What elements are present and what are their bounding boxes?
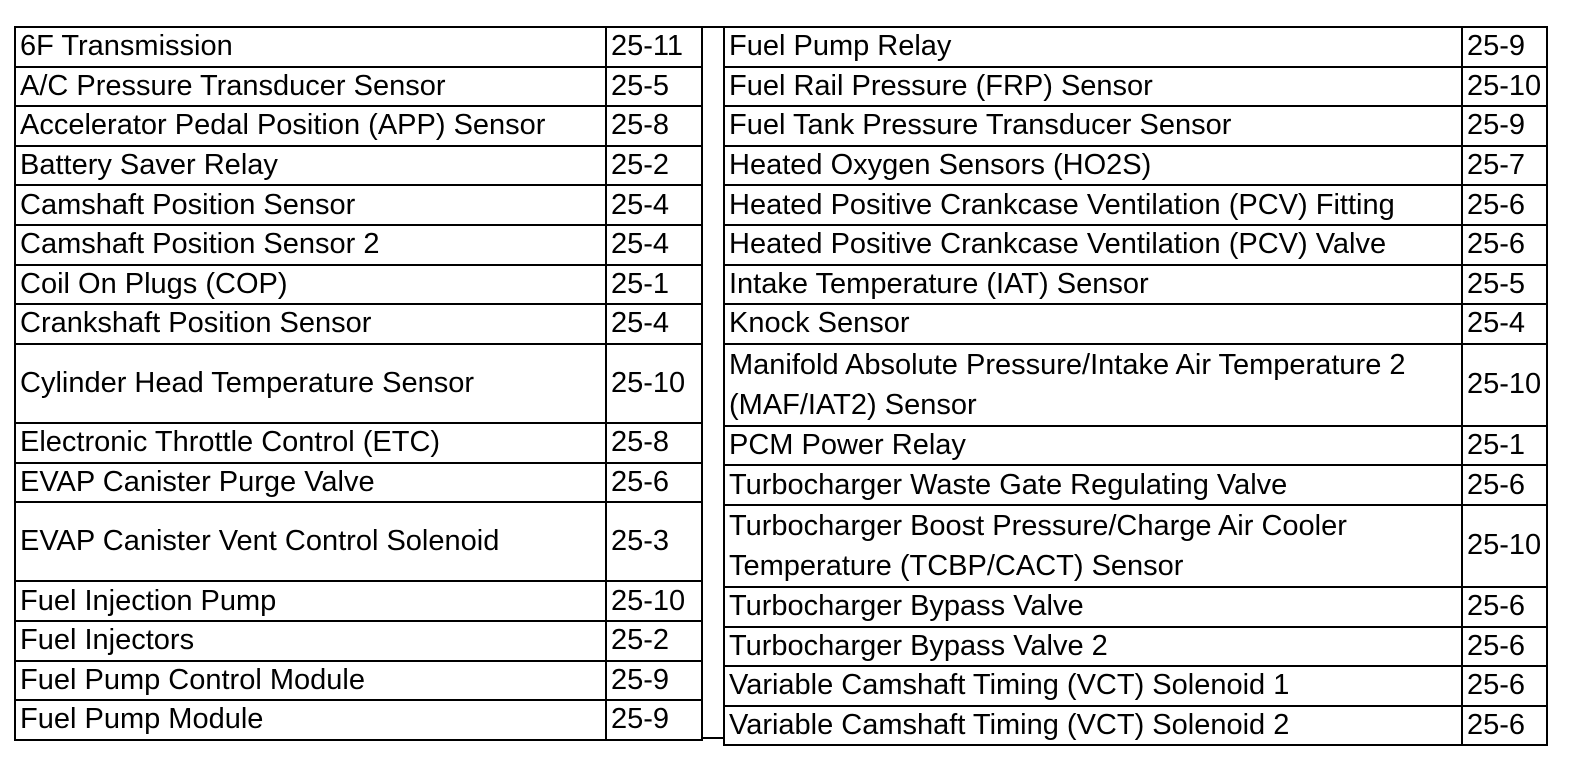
table-row <box>724 426 1547 466</box>
page-ref: 25-5 <box>1462 265 1547 305</box>
page-ref: 25-4 <box>606 225 702 265</box>
component-name: 6F Transmission <box>15 27 606 67</box>
page-ref: 25-4 <box>606 304 702 344</box>
page-ref: 25-9 <box>1462 106 1547 146</box>
component-name: Fuel Tank Pressure Transducer Sensor <box>724 106 1462 146</box>
component-name: Heated Positive Crankcase Ventilation (PCV) Fitting <box>724 185 1462 225</box>
component-name: Fuel Pump Module <box>15 700 606 740</box>
component-name: EVAP Canister Purge Valve <box>15 463 606 503</box>
table-row <box>15 265 702 305</box>
page-ref: 25-4 <box>1462 304 1547 344</box>
component-name: Turbocharger Bypass Valve <box>724 587 1462 627</box>
component-index <box>14 26 1548 746</box>
component-name: Accelerator Pedal Position (APP) Sensor <box>15 106 606 146</box>
page-ref: 25-9 <box>1462 27 1547 67</box>
component-name: Fuel Pump Control Module <box>15 661 606 701</box>
page-ref: 25-1 <box>606 265 702 305</box>
table-row <box>724 265 1547 305</box>
page-ref: 25-6 <box>1462 185 1547 225</box>
table-row <box>15 581 702 621</box>
component-name: Coil On Plugs (COP) <box>15 265 606 305</box>
table-row <box>724 465 1547 505</box>
component-name: Electronic Throttle Control (ETC) <box>15 423 606 463</box>
page-ref: 25-6 <box>606 463 702 503</box>
table-row <box>15 463 702 503</box>
component-name: Fuel Rail Pressure (FRP) Sensor <box>724 67 1462 107</box>
page-ref: 25-6 <box>1462 465 1547 505</box>
page-ref: 25-10 <box>1462 67 1547 107</box>
page-ref: 25-3 <box>606 502 702 581</box>
component-name: Turbocharger Waste Gate Regulating Valve <box>724 465 1462 505</box>
page-ref: 25-2 <box>606 146 702 186</box>
component-name: Fuel Injectors <box>15 621 606 661</box>
table-row <box>724 666 1547 706</box>
page-ref: 25-9 <box>606 661 702 701</box>
component-name: Fuel Injection Pump <box>15 581 606 621</box>
table-row <box>15 27 702 67</box>
table-row <box>724 706 1547 746</box>
component-name: Camshaft Position Sensor 2 <box>15 225 606 265</box>
table-row <box>724 304 1547 344</box>
component-name: Turbocharger Boost Pressure/Charge Air Cooler Temperature (TCBP/CACT) Sensor <box>724 505 1462 587</box>
table-row <box>15 304 702 344</box>
table-row <box>724 627 1547 667</box>
table-row <box>724 146 1547 186</box>
page-ref: 25-10 <box>1462 344 1547 426</box>
page-ref: 25-5 <box>606 67 702 107</box>
component-name: Camshaft Position Sensor <box>15 185 606 225</box>
page-ref: 25-11 <box>606 27 702 67</box>
table-row <box>724 185 1547 225</box>
component-name: Heated Positive Crankcase Ventilation (PCV) Valve <box>724 225 1462 265</box>
component-name: A/C Pressure Transducer Sensor <box>15 67 606 107</box>
table-row <box>15 661 702 701</box>
page-ref: 25-1 <box>1462 426 1547 466</box>
component-name: Battery Saver Relay <box>15 146 606 186</box>
page-ref: 25-6 <box>1462 627 1547 667</box>
table-row <box>15 423 702 463</box>
table-row <box>15 67 702 107</box>
component-name: Intake Temperature (IAT) Sensor <box>724 265 1462 305</box>
page-ref: 25-6 <box>1462 666 1547 706</box>
page-ref: 25-9 <box>606 700 702 740</box>
table-row <box>15 225 702 265</box>
component-name: Fuel Pump Relay <box>724 27 1462 67</box>
table-row <box>724 225 1547 265</box>
page-ref: 25-8 <box>606 423 702 463</box>
component-name: Heated Oxygen Sensors (HO2S) <box>724 146 1462 186</box>
table-row <box>15 146 702 186</box>
table-row <box>724 67 1547 107</box>
table-row <box>724 587 1547 627</box>
table-row <box>15 621 702 661</box>
component-name: Knock Sensor <box>724 304 1462 344</box>
page-ref: 25-6 <box>1462 225 1547 265</box>
left-index-table <box>14 26 703 741</box>
table-row <box>15 344 702 423</box>
component-name: EVAP Canister Vent Control Solenoid <box>15 502 606 581</box>
page-ref: 25-8 <box>606 106 702 146</box>
page-ref: 25-10 <box>606 344 702 423</box>
page-ref: 25-7 <box>1462 146 1547 186</box>
table-row <box>724 106 1547 146</box>
column-divider <box>703 26 723 739</box>
component-name: Variable Camshaft Timing (VCT) Solenoid 2 <box>724 706 1462 746</box>
component-name: PCM Power Relay <box>724 426 1462 466</box>
page-ref: 25-10 <box>1462 505 1547 587</box>
component-name: Crankshaft Position Sensor <box>15 304 606 344</box>
table-row <box>724 505 1547 587</box>
component-name: Cylinder Head Temperature Sensor <box>15 344 606 423</box>
component-name: Variable Camshaft Timing (VCT) Solenoid 1 <box>724 666 1462 706</box>
page-ref: 25-6 <box>1462 587 1547 627</box>
page-ref: 25-2 <box>606 621 702 661</box>
page-ref: 25-10 <box>606 581 702 621</box>
right-index-table <box>723 26 1548 746</box>
table-row <box>15 106 702 146</box>
page-ref: 25-6 <box>1462 706 1547 746</box>
component-name: Manifold Absolute Pressure/Intake Air Temperature 2 (MAF/IAT2) Sensor <box>724 344 1462 426</box>
table-row <box>724 344 1547 426</box>
table-row <box>15 185 702 225</box>
page-ref: 25-4 <box>606 185 702 225</box>
table-row <box>15 502 702 581</box>
table-row <box>15 700 702 740</box>
table-row <box>724 27 1547 67</box>
component-name: Turbocharger Bypass Valve 2 <box>724 627 1462 667</box>
